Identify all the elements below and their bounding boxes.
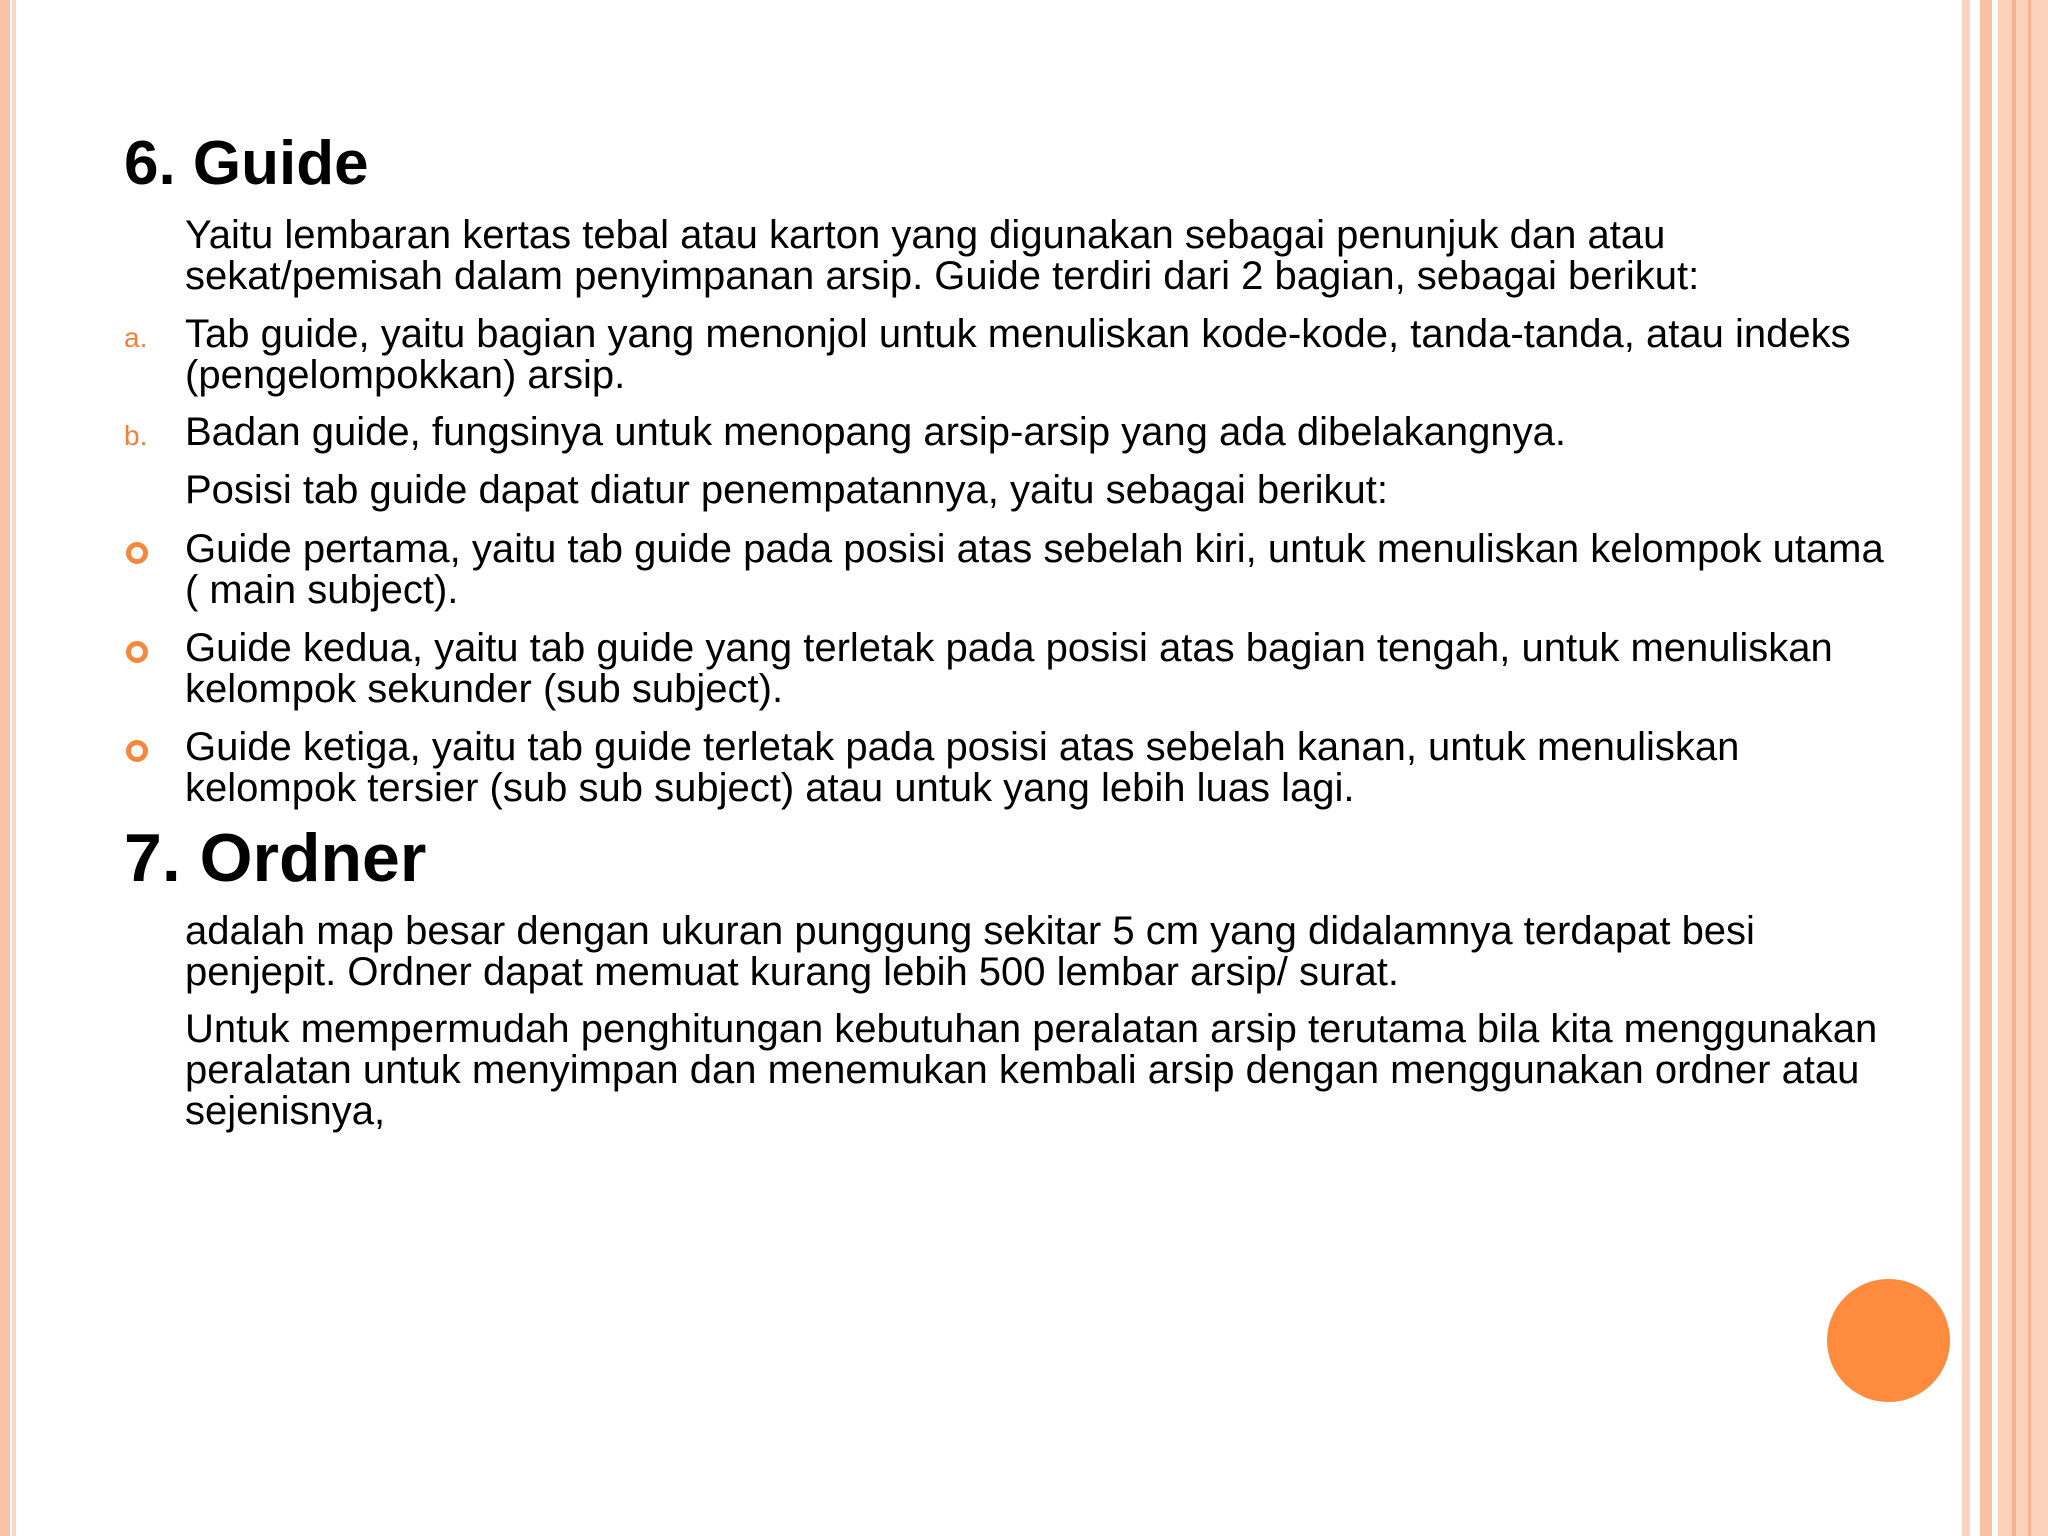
bullet-ring-icon xyxy=(126,740,148,762)
ordner-paragraph-usage: Untuk mempermudah penghitungan kebutuhan peralatan arsip terutama bila kita menggunakan peralatan untuk menyimpan dan menemukan kembali arsip dengan menggunakan ordner atau sejenisnya, xyxy=(185,1007,1878,1133)
left-border-stripe xyxy=(0,0,10,1536)
right-border-stripe-inner xyxy=(1962,0,1970,1536)
orange-circle-decoration xyxy=(1827,1279,1950,1402)
bullet-ring-icon xyxy=(126,542,148,564)
right-border-line xyxy=(2028,0,2031,1536)
section-heading-ordner: 7. Ordner xyxy=(124,820,427,896)
list-marker-a: a. xyxy=(124,322,148,353)
guide-item-tab: Tab guide, yaitu bagian yang menonjol untuk menuliskan kode-kode, tanda-tanda, atau indeks (pengelompokkan) arsip. xyxy=(185,312,1851,397)
bullet-ring-icon xyxy=(126,641,148,663)
list-marker-b: b. xyxy=(124,420,148,451)
left-border-stripe-thin xyxy=(12,0,16,1536)
right-border-stripe-outer xyxy=(1998,0,2048,1536)
right-border-line xyxy=(2012,0,2016,1536)
guide-bullet-second: Guide kedua, yaitu tab guide yang terletak pada posisi atas bagian tengah, untuk menuliskan kelompok sekunder (sub subject). xyxy=(185,626,1833,711)
guide-item-badan: Badan guide, fungsinya untuk menopang arsip-arsip yang ada dibelakangnya. xyxy=(185,410,1566,454)
guide-intro-paragraph: Yaitu lembaran kertas tebal atau karton yang digunakan sebagai penunjuk dan atau sekat/pemisah dalam penyimpanan arsip. Guide terdiri dari 2 bagian, sebagai berikut: xyxy=(185,213,1700,298)
right-border-stripe-middle xyxy=(1980,0,1992,1536)
guide-bullet-first: Guide pertama, yaitu tab guide pada posisi atas sebelah kiri, untuk menuliskan kelompok utama ( main subject). xyxy=(185,527,1884,612)
guide-bullet-third: Guide ketiga, yaitu tab guide terletak pada posisi atas sebelah kanan, untuk menuliskan kelompok tersier (sub sub subject) atau untuk yang lebih luas lagi. xyxy=(185,725,1740,810)
guide-position-intro: Posisi tab guide dapat diatur penempatannya, yaitu sebagai berikut: xyxy=(185,468,1389,512)
section-heading-guide: 6. Guide xyxy=(124,129,369,198)
ordner-paragraph-definition: adalah map besar dengan ukuran punggung sekitar 5 cm yang didalamnya terdapat besi penjepit. Ordner dapat memuat kurang lebih 500 lembar arsip/ surat. xyxy=(185,909,1755,994)
